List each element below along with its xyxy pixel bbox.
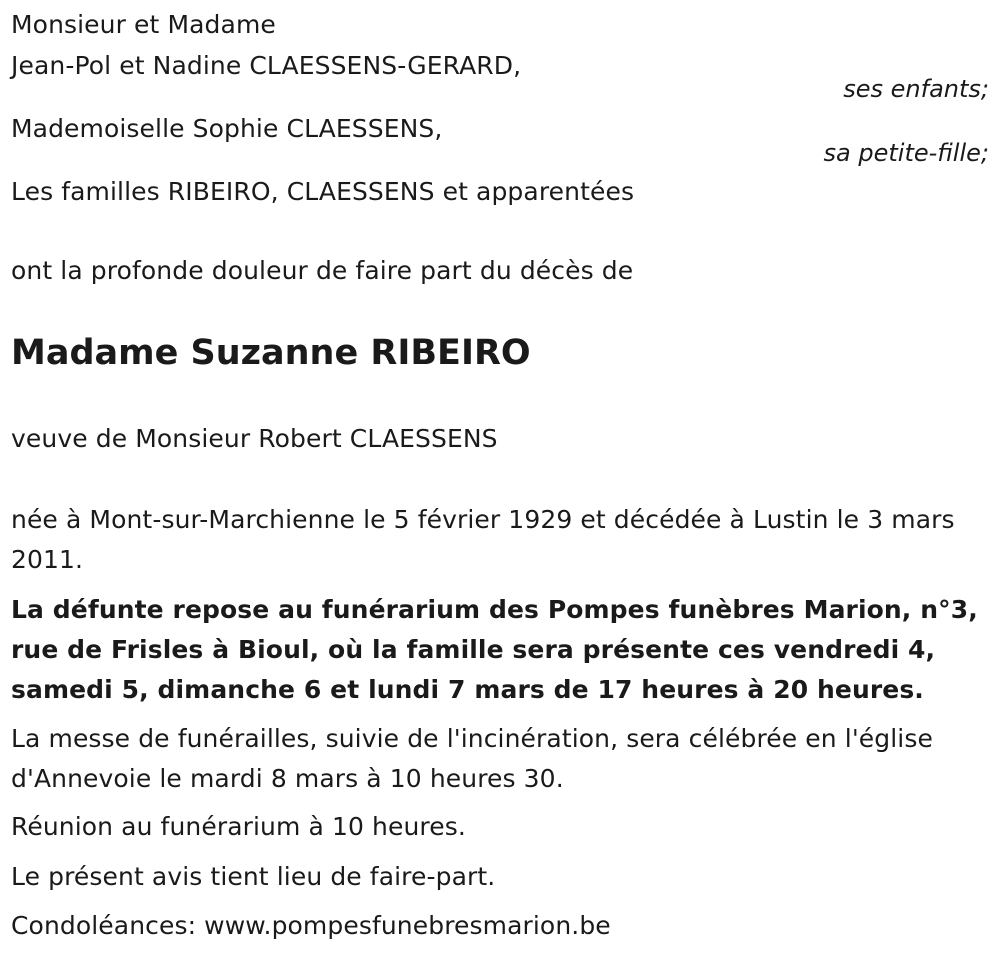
family-line-granddaughter: Mademoiselle Sophie CLAESSENS, [11,114,443,143]
widow-of-text: veuve de Monsieur Robert CLAESSENS [11,424,498,453]
funeral-mass-text: La messe de funérailles, suivie de l'incinération, sera célébrée en l'église d'Annevoie le mardi 8 mars à 10 heures 30. [11,724,933,793]
family-line-parents-title: Monsieur et Madame [11,10,276,39]
family-line-relatives: Les familles RIBEIRO, CLAESSENS et apparentées [11,177,635,206]
relation-granddaughter: sa petite-fille; [823,139,989,167]
meeting-text: Réunion au funérarium à 10 heures. [11,812,466,841]
condolences-text: Condoléances: www.pompesfunebresmarion.be [11,911,611,940]
notice-text: Le présent avis tient lieu de faire-part. [11,862,496,891]
birth-death-text: née à Mont-sur-Marchienne le 5 février 1929 et décédée à Lustin le 3 mars 2011. [11,505,955,574]
announcement-text: ont la profonde douleur de faire part du décès de [11,256,634,285]
relation-children: ses enfants; [843,75,989,103]
family-line-children: Jean-Pol et Nadine CLAESSENS-GERARD, [11,51,522,80]
visitation-text: La défunte repose au funérarium des Pompes funèbres Marion, n°3, rue de Frisles à Bioul, où la famille sera présente ces vendredi 4, samedi 5, dimanche 6 et lundi 7 mars de 17 heures à 20 heures. [11,595,978,704]
deceased-name: Madame Suzanne RIBEIRO [11,333,531,373]
